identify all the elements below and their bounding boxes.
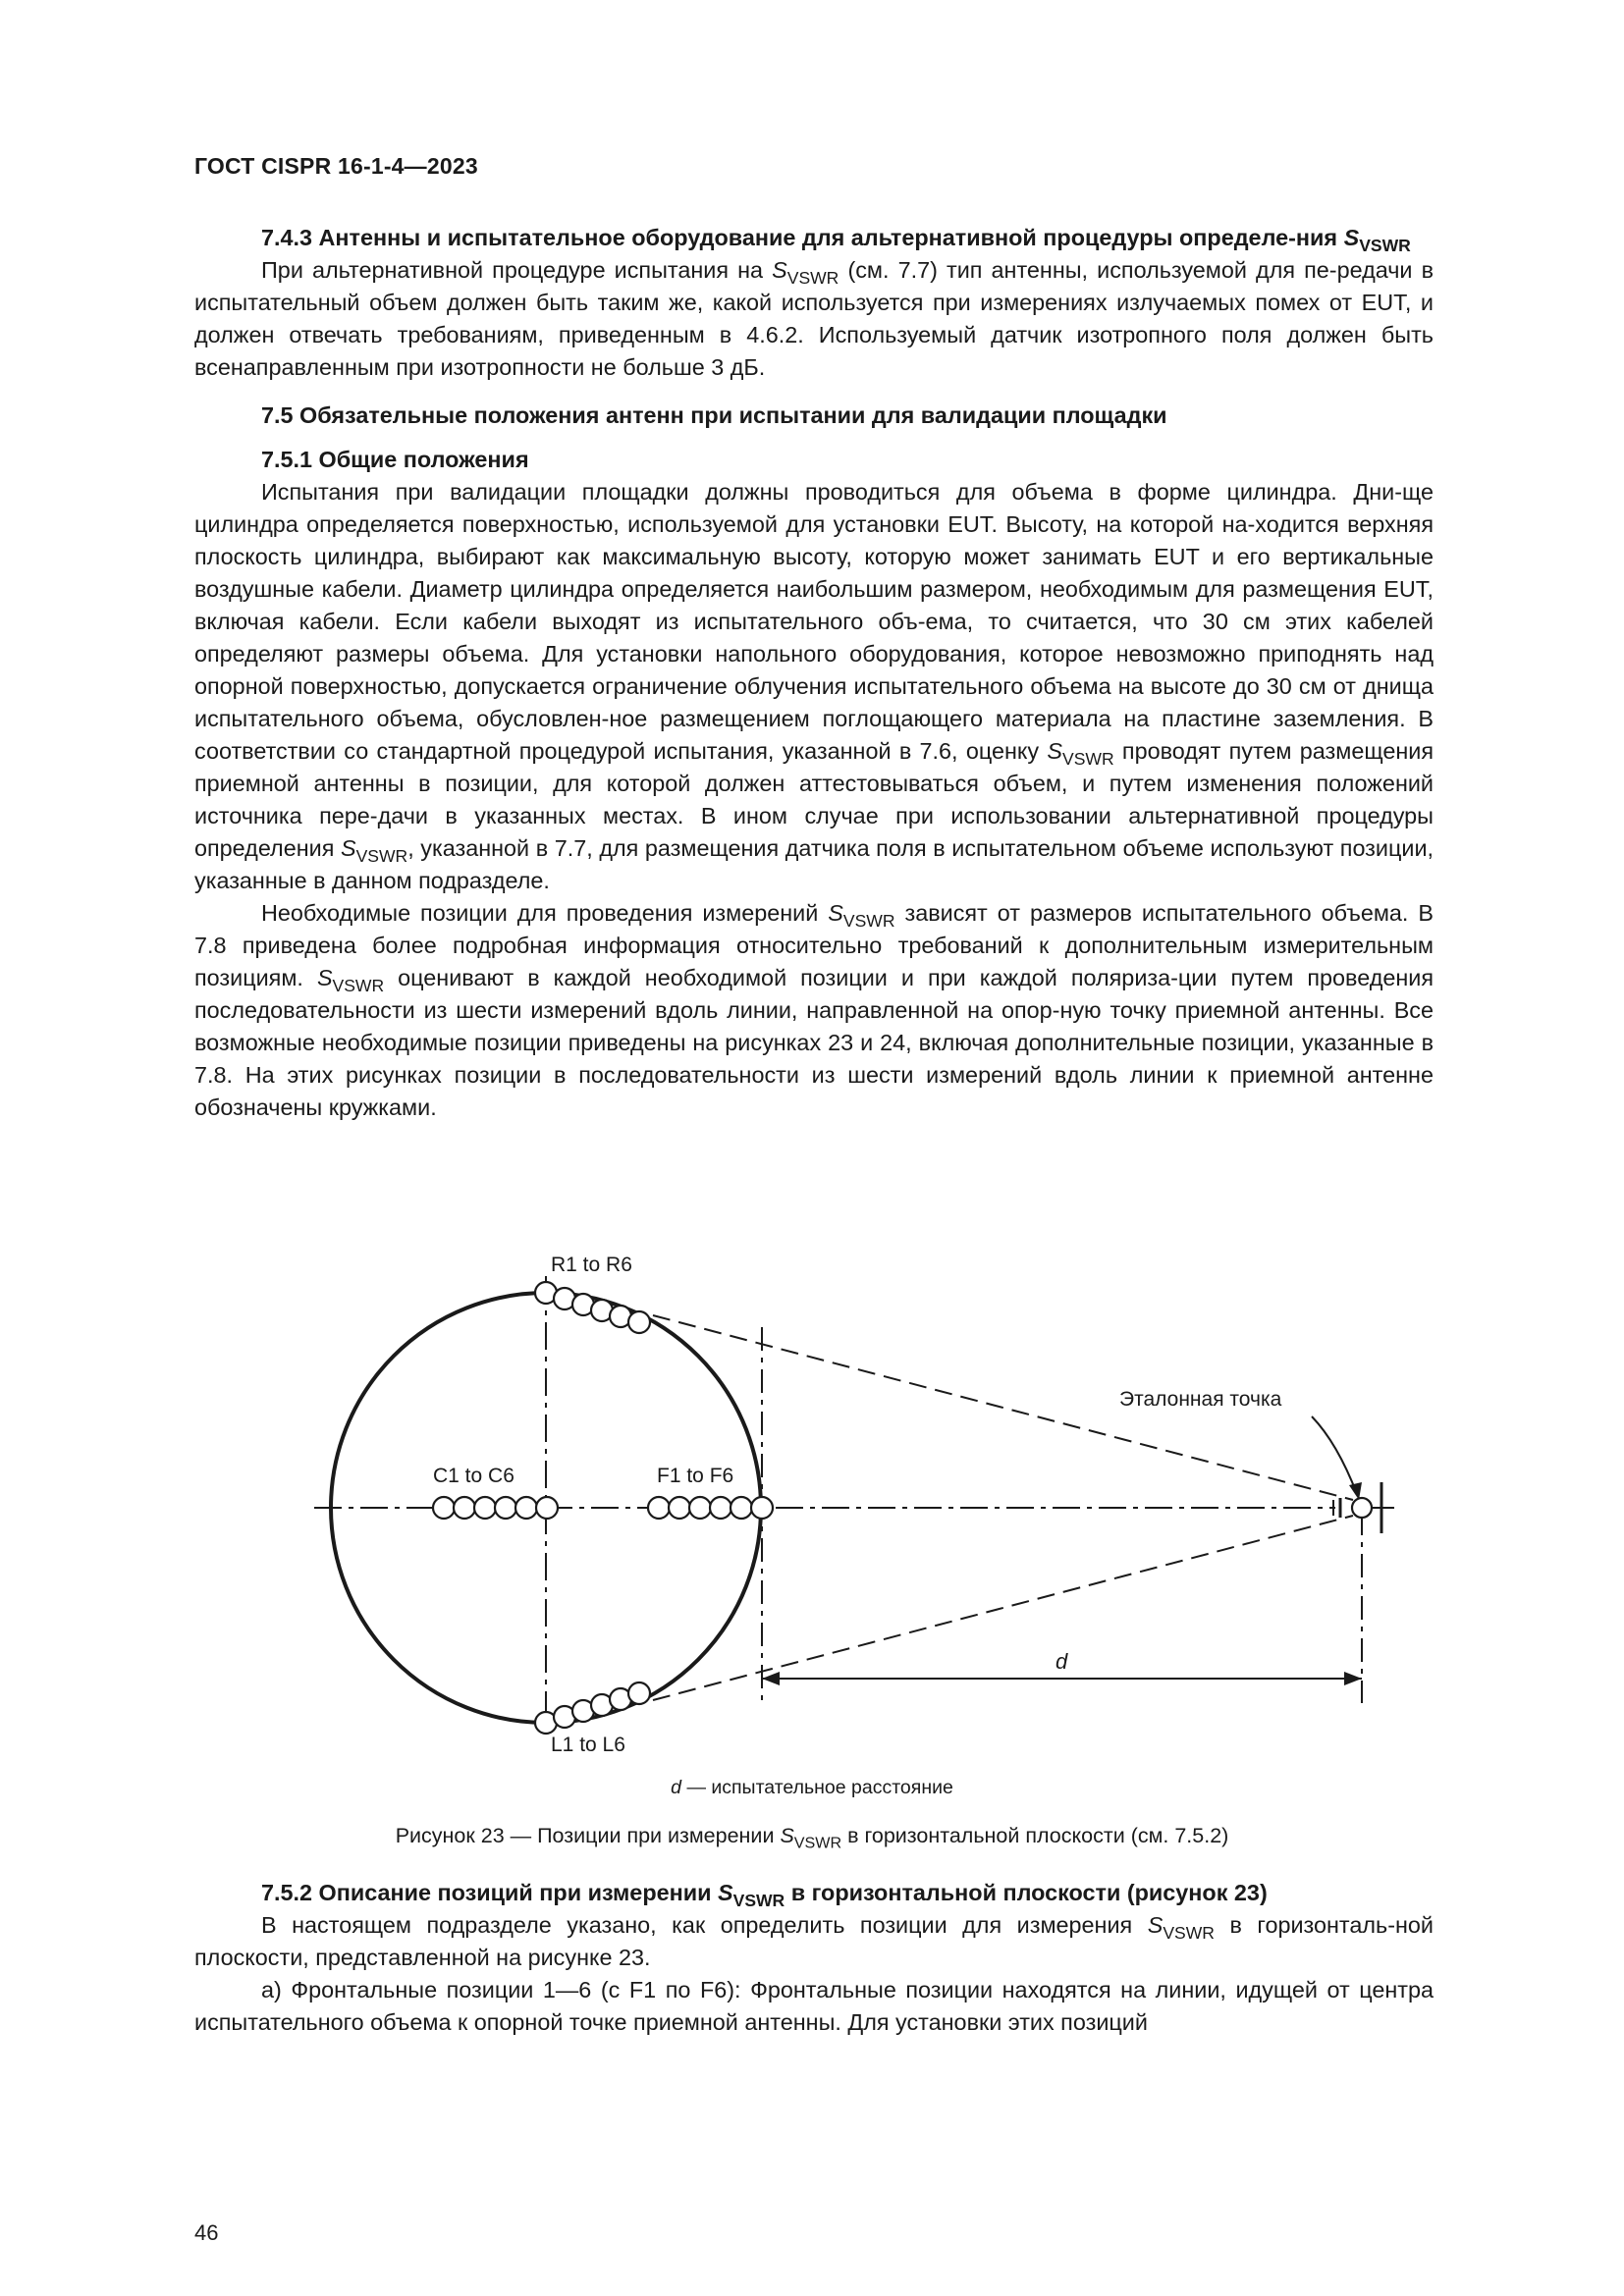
text-block-bottom [194, 1877, 1434, 2039]
receiving-antenna-icon [1333, 1463, 1394, 1553]
section-heading-7-5-1: 7.5.1 Общие положения [261, 447, 529, 472]
arrow-left-icon [762, 1672, 780, 1685]
label-reference-point: Эталонная точка [1119, 1388, 1282, 1411]
section-heading-7-5-2: 7.5.2 Описание позиций при измерении $S_{VSWR}$ в горизонтальной плоскости (рисунок 23) [261, 1880, 1268, 1911]
paragraph-7-5-2-a: В настоящем подразделе указано, как определить позиции для измерения $S_{VSWR}$ в горизонталь-ной плоскости, представленной на рисунке 23. [194, 1912, 1434, 1970]
page-number: 46 [194, 2220, 219, 2245]
label-rear: R1 to R6 [551, 1254, 632, 1276]
figure-23-diagram [295, 1222, 1394, 1752]
document-header: ГОСТ CISPR 16-1-4—2023 [194, 153, 478, 179]
arrow-right-icon [1344, 1672, 1362, 1685]
section-heading-7-4-3: 7.4.3 Антенны и испытательное оборудование для альтернативной процедуры определе-ния $S_{VSWR}$ [261, 225, 1411, 256]
label-left: L1 to L6 [551, 1734, 625, 1752]
text-block-top [194, 222, 1434, 1124]
reference-pointer-line [1312, 1416, 1357, 1494]
paragraph-7-5-1-a: Испытания при валидации площадки должны проводиться для объема в форме цилиндра. Дни-ще цилиндра определяется поверхностью, используемой для установки EUT. Высоту, на которой на-ходится верхняя плоскость цилиндра, выбирают как максимальную высоту, которую может занимать EUT и его вертикальные воздушные кабели. Диаметр цилиндра определяется наибольшим размером, необходимым для размещения EUT, включая кабели. Если кабели выходят из испытательного объ-ема, то считается, что 30 см этих кабелей определяют размеры объема. Для установки напольного оборудования, которое невозможно приподнять над опорной поверхностью, допускается ограничение облучения испытательного объема на высоте до 30 см от днища испытательного объема, обусловлен-ное размещением поглощающего материала на пластине заземления. В соответствии со стандартной процедурой испытания, указанной в 7.6, оценку $S_{VSWR}$ проводят путем размещения приемной антенны в позиции, для которой должен аттестовываться объем, и путем изменения положений источника пере-дачи в указанных местах. В ином случае при использовании альтернативной процедуры определения $S_{VSWR}$, указанной в 7.7, для размещения датчика поля в испытательном объеме используют позиции, указанные в данном подразделе. [194, 479, 1435, 893]
left-positions-l1-l6 [535, 1682, 650, 1734]
rear-positions-r1-r6 [535, 1282, 650, 1333]
figure-note: d — испытательное расстояние [671, 1777, 953, 1798]
paragraph-7-4-3: При альтернативной процедуре испытания на $S_{VSWR}$ (см. 7.7) тип антенны, используемой для пе-редачи в испытательный объем должен быть таким же, какой используется при измерениях излучаемых помех от EUT, и должен отвечать требованиям, приведенным в 4.6.2. Используемый датчик изотропного поля должен быть всенаправленным при изотропности не больше 3 дБ. [194, 257, 1434, 380]
label-center: C1 to C6 [433, 1465, 514, 1487]
figure-caption: Рисунок 23 — Позиции при измерении $S_{VSWR}$ в горизонтальной плоскости (см. 7.5.2) [395, 1824, 1229, 1852]
section-heading-7-5: 7.5 Обязательные положения антенн при испытании для валидации площадки [261, 402, 1167, 428]
front-positions-f1-f6 [648, 1497, 773, 1519]
label-distance-d: d [1056, 1649, 1068, 1674]
paragraph-7-5-2-b: а) Фронтальные позиции 1—6 (с F1 по F6): Фронтальные позиции находятся на линии, идущей от центра испытательного объема к опорной точке приемной антенны. Для установки этих позиций [194, 1977, 1434, 2035]
label-front: F1 to F6 [657, 1465, 734, 1487]
paragraph-7-5-1-b: Необходимые позиции для проведения измерений $S_{VSWR}$ зависят от размеров испытательного объема. В 7.8 приведена более подробная информация относительно требований к дополнительным измерительным позициям. $S_{VSWR}$ оценивают в каждой необходимой позиции и при каждой поляриза-ции путем проведения последовательности из шести измерений вдоль линии, направленной на опор-ную точку приемной антенны. Все возможные необходимые позиции приведены на рисунках 23 и 24, включая дополнительные позиции, указанные в 7.8. На этих рисунках позиции в последовательности из шести измерений вдоль линии к приемной антенне обозначены кружками. [194, 900, 1435, 1120]
center-positions-c1-c6 [433, 1497, 558, 1519]
